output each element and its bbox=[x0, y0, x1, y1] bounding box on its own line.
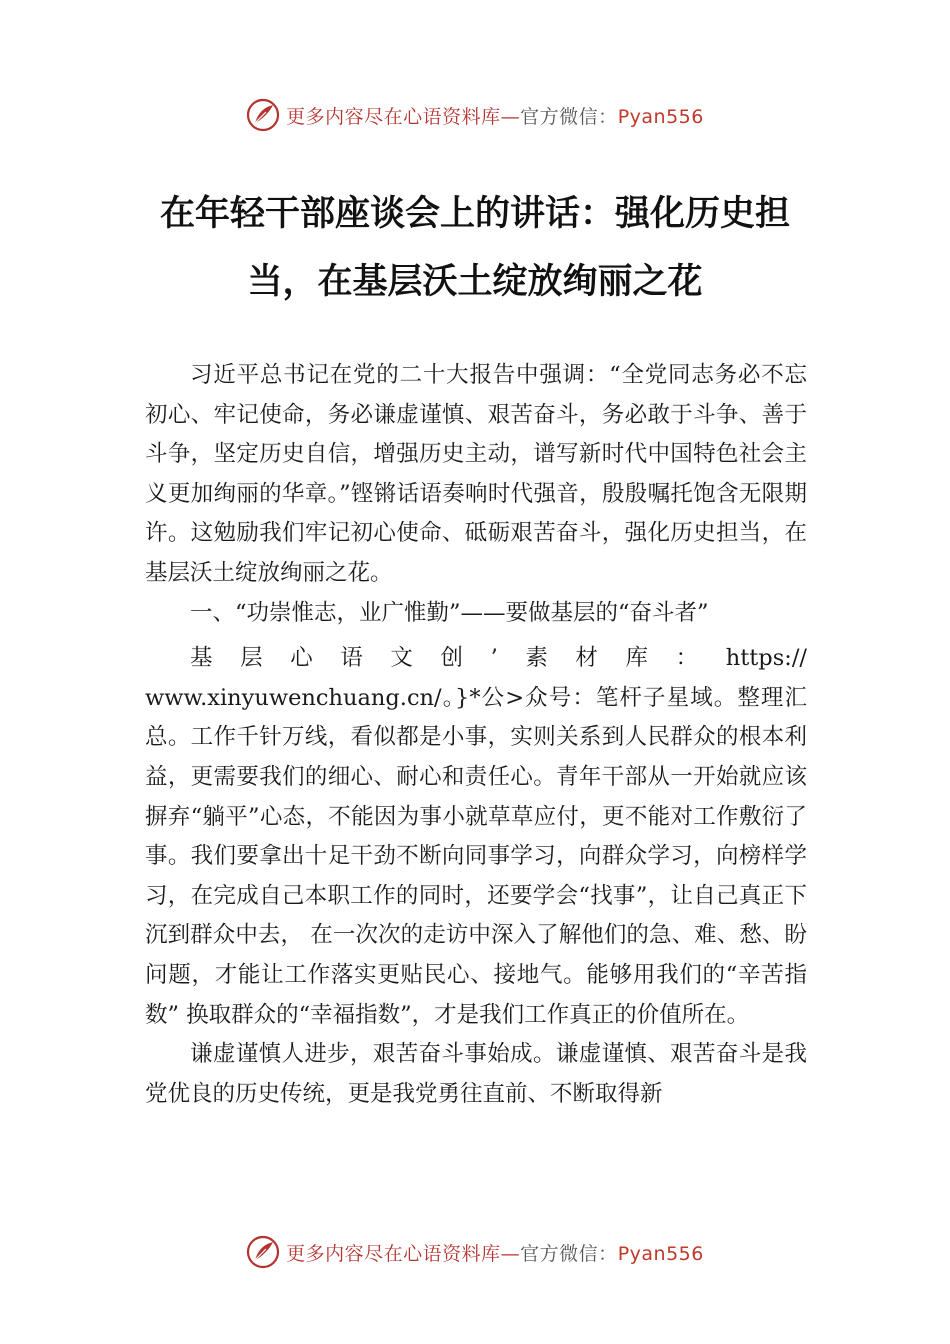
footer-banner-text bbox=[286, 1239, 704, 1266]
paragraph-intro: 习近平总书记在党的二十大报告中强调：“全党同志务必不忘初心、牢记使命，务必谦虚谨慎、艰苦奋斗，务必敢于斗争、善于斗争，坚定历史自信，增强历史主动，谱写新时代中国特色社会主义更加绚丽的华章。”铿锵话语奏响时代强音，殷殷嘱托饱含无限期许。这勉励我们牢记初心使命、砥砺艰苦奋斗，强化历史担当，在基层沃土绽放绚丽之花。 bbox=[145, 362, 807, 586]
document-body bbox=[145, 356, 807, 1114]
document-title: 在年轻干部座谈会上的讲话：强化历史担当，在基层沃土绽放绚丽之花 bbox=[159, 193, 790, 302]
header-banner-wx: 官方微信： bbox=[520, 105, 618, 128]
section-heading-1: 一、“功崇惟志，业广惟勤”——要做基层的“奋斗者” bbox=[190, 599, 709, 626]
header-banner-main: 更多内容尽在心语资料库 bbox=[286, 105, 501, 128]
footer-banner-dash: — bbox=[500, 1242, 521, 1265]
header-banner-dash: — bbox=[500, 105, 521, 128]
source-line: 基层心语文创’素材库：https:// bbox=[190, 645, 807, 672]
header-banner-text bbox=[286, 102, 704, 129]
paragraph-humility: 谦虚谨慎人进步，艰苦奋斗事始成。谦虚谨慎、艰苦奋斗是我党优良的历史传统，更是我党勇往直前、不断取得新 bbox=[145, 1041, 807, 1107]
quill-logo-icon bbox=[246, 1235, 280, 1269]
quill-logo-icon bbox=[246, 98, 280, 132]
footer-banner-main: 更多内容尽在心语资料库 bbox=[286, 1242, 501, 1265]
paragraph-section-1: www.xinyuwenchuang.cn/。}*公>众号：笔杆子星域。整理汇总。工作千针万线，看似都是小事，实则关系到人民群众的根本利益，更需要我们的细心、耐心和责任心。青年干部从一开始就应该摒弃“躺平”心态，不能因为事小就草草应付，更不能对工作敷衍了事。我们要拿出十足干劲不断向同事学习，向群众学习，向榜样学习，在完成自己本职工作的同时，还要学会“找事”，让自己真正下沉到群众中去， 在一次次的走访中深入了解他们的急、难、愁、盼问题，才能让工作落实更贴民心、接地气。能够用我们的“辛苦指数” 换取群众的“幸福指数”，才是我们工作真正的价值所在。 bbox=[145, 684, 807, 1028]
footer-banner bbox=[0, 1232, 950, 1272]
footer-banner-wechat-id: Pyan556 bbox=[617, 1242, 704, 1265]
header-banner-wechat-id: Pyan556 bbox=[617, 105, 704, 128]
footer-banner-wx: 官方微信： bbox=[520, 1242, 618, 1265]
header-banner bbox=[0, 95, 950, 135]
